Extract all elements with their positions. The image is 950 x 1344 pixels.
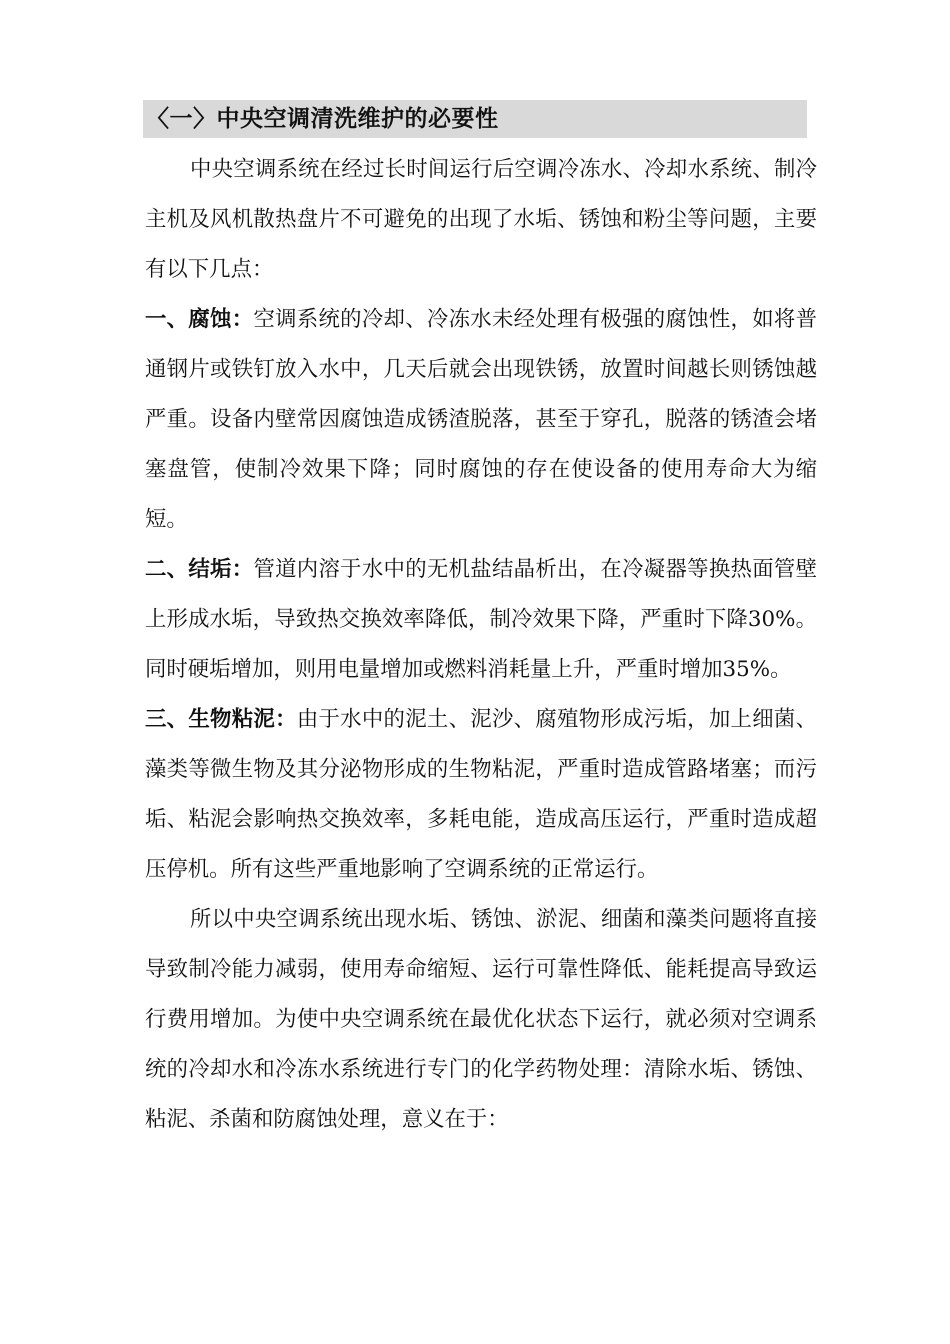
section-heading: 〈一〉中央空调清洗维护的必要性 [146,105,499,132]
scaling-text: 管道内溶于水中的无机盐结晶析出，在冷凝器等换热面管壁上形成水垢，导致热交换效率降低，制冷效果下降，严重时下降30%。同时硬垢增加，则用电量增加或燃料消耗量上升，严重时增加35%。 [145,557,817,682]
scaling-paragraph [145,545,817,695]
slime-text: 由于水中的泥土、泥沙、腐殖物形成污垢，加上细菌、藻类等微生物及其分泌物形成的生物粘泥，严重时造成管路堵塞；而污垢、粘泥会影响热交换效率，多耗电能，造成高压运行，严重时造成超压停机。所有这些严重地影响了空调系统的正常运行。 [145,707,817,882]
corrosion-lead: 一、腐蚀： [145,307,254,332]
corrosion-paragraph [145,295,817,545]
conclusion-paragraph: 所以中央空调系统出现水垢、锈蚀、淤泥、细菌和藻类问题将直接导致制冷能力减弱，使用寿命缩短、运行可靠性降低、能耗提高导致运行费用增加。为使中央空调系统在最优化状态下运行，就必须对空调系统的冷却水和冷冻水系统进行专门的化学药物处理：清除水垢、锈蚀、粘泥、杀菌和防腐蚀处理，意义在于： [145,907,817,1132]
slime-lead: 三、生物粘泥： [145,707,297,732]
document-body [145,145,817,1145]
slime-paragraph [145,695,817,895]
scaling-lead: 二、结垢： [145,557,254,582]
intro-paragraph: 中央空调系统在经过长时间运行后空调冷冻水、冷却水系统、制冷主机及风机散热盘片不可避免的出现了水垢、锈蚀和粉尘等问题，主要有以下几点： [145,157,817,282]
corrosion-text: 空调系统的冷却、冷冻水未经处理有极强的腐蚀性，如将普通钢片或铁钉放入水中，几天后就会出现铁锈，放置时间越长则锈蚀越严重。设备内壁常因腐蚀造成锈渣脱落，甚至于穿孔，脱落的锈渣会堵塞盘管，使制冷效果下降；同时腐蚀的存在使设备的使用寿命大为缩短。 [145,307,817,532]
